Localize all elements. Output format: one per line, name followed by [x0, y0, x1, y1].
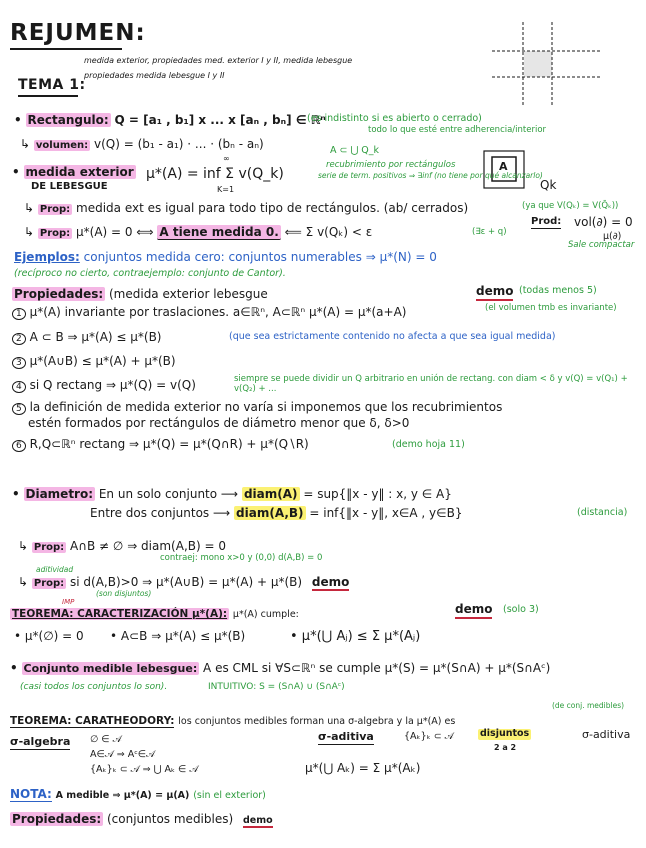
- diam-line2-pre: Entre dos conjuntos ⟶: [90, 506, 231, 520]
- prop-item-5: [12, 401, 502, 415]
- diam-prop2: ↳ Prop: si d(A,B)>0 ⇒ μ*(A∪B) = μ*(A) + μ*(B) demo: [18, 575, 350, 589]
- qk-label: Qk: [540, 178, 557, 192]
- medida-prop1: ↳ Prop: medida ext es igual para todo tipo de rectángulos. (ab/ cerrados): [24, 201, 469, 215]
- prop-text-5: la definición de medida exterior no varía si imponemos que los recubrimientos: [29, 400, 503, 414]
- props-demo-note: (todas menos 5): [519, 285, 597, 296]
- cara-line: [10, 714, 455, 728]
- teorema1-imp: IMP: [62, 598, 75, 606]
- prop-num-2: 2: [12, 333, 26, 345]
- diam-prop2-note-bot: (son disjuntos): [96, 589, 152, 598]
- subtitle-line1: medida exterior, propiedades med. exterior I y II, medida lebesgue: [84, 56, 353, 65]
- props2-label: Propiedades:: [12, 812, 102, 826]
- props2-line: [10, 813, 273, 827]
- diam-prop2-text: si d(A,B)>0 ⇒ μ*(A∪B) = μ*(A) + μ*(B): [70, 575, 303, 589]
- cara-sigma-formula: μ*(⋃ Aₖ) = Σ μ*(Aₖ): [305, 761, 421, 775]
- leb-line: • Conjunto medible lebesgue: A es CML si ∀S⊂ℝⁿ se cumple μ*(S) = μ*(S∩A) + μ*(S∩Aᶜ): [10, 661, 551, 675]
- leb-label: Conjunto medible lebesgue:: [23, 662, 198, 675]
- diam-line1-pre: En un solo conjunto ⟶: [98, 487, 239, 501]
- cara-sigma-aditiva: {Aₖ}ₖ ⊂ 𝒜: [404, 731, 454, 742]
- rect-bullet-line: • Rectangulo: Q = [a₁ , b₁] x ... x [aₙ , bₙ] ∈ ℝⁿ: [14, 113, 326, 127]
- prop-item-4: [12, 379, 196, 393]
- cara-s1: ∅ ∈ 𝒜: [90, 734, 122, 745]
- teorema1-i3: • μ*(⋃ Aⱼ) ≤ Σ μ*(Aⱼ): [290, 629, 421, 644]
- prop-text-4: si Q rectang ⇒ μ*(Q) = v(Q): [29, 378, 196, 392]
- cara-disjuntos2: 2 a 2: [494, 743, 517, 752]
- diam-line2-post: = inf{‖x - y‖, x∈A , y∈B}: [309, 506, 463, 520]
- leb-intuitivo: INTUITIVO: S = (S∩A) ∪ (S∩Aᶜ): [208, 682, 345, 692]
- rect-label: Rectangulo:: [27, 113, 109, 127]
- diam-line1: • Diametro: En un solo conjunto ⟶ diam(A) = sup{‖x - y‖ : x, y ∈ A}: [12, 487, 452, 501]
- teorema1-header: [10, 607, 299, 621]
- prop2-text: μ*(A) = 0 ⟺: [76, 225, 154, 239]
- medida-label2: DE LEBESGUE: [31, 181, 108, 192]
- diam-prop2-demo: demo: [311, 575, 350, 589]
- prop-item4-note: siempre se puede dividir un Q arbitrario en unión de rectang. con diam < δ y v(Q) = v(Q₁) + v(Q₂) + ...: [234, 374, 628, 394]
- nota-text: A medible ⇒ μ*(A) = μ(A): [55, 790, 190, 801]
- diam-prop1-text: A∩B ≠ ∅ ⇒ diam(A,B) = 0: [70, 539, 226, 553]
- prop-item-6: [12, 438, 309, 452]
- prop-num-4: 4: [12, 381, 26, 393]
- diam-label: Diametro:: [25, 487, 94, 501]
- prop-num-5: 5: [12, 403, 26, 415]
- ejemplos-line: [14, 251, 437, 265]
- props-demo: demo: [476, 285, 513, 301]
- prop2-label: Prop:: [39, 228, 71, 239]
- teorema1-demo: demo: [455, 603, 492, 619]
- cara-disjuntos: disjuntos: [480, 728, 530, 739]
- cara-sigma-alg: σ-algebra: [10, 735, 71, 748]
- cara-note-top: (de conj. medibles): [552, 701, 625, 710]
- subtitle-line2: propiedades medida lebesgue I y II: [84, 71, 225, 80]
- nota-note: (sin el exterior): [193, 790, 266, 801]
- medida-bullet: • medida exterior: [12, 165, 134, 179]
- page-title: REJUMEN:: [10, 20, 146, 46]
- prop-num-1: 1: [12, 308, 26, 320]
- cara-s3: {Aₖ}ₖ ⊂ 𝒜 ⇒ ⋃ Aₖ ∈ 𝒜: [90, 764, 199, 775]
- tema1-label: TEMA 1:: [18, 77, 86, 93]
- nota-label: NOTA:: [10, 787, 52, 801]
- prop1-mu: μ(∂): [603, 231, 622, 242]
- prop2-note: (∃ε + q): [472, 227, 507, 237]
- ejemplos-label: Ejemplos:: [14, 250, 80, 264]
- diam-line1-hl: diam(A): [243, 487, 298, 501]
- diam-prop2-label: Prop:: [33, 578, 65, 589]
- note-recub: recubrimiento por rectángulos: [326, 160, 456, 170]
- prop1-text: medida ext es igual para todo tipo de rectángulos. (ab/ cerrados): [76, 201, 469, 215]
- prop-item-2: [12, 331, 162, 345]
- prop-text-2: A ⊂ B ⇒ μ*(A) ≤ μ*(B): [29, 330, 162, 344]
- diam-line2: [90, 507, 462, 521]
- leb-note: (casi todos los conjuntos lo son).: [20, 682, 168, 692]
- diam-prop1-label: Prop:: [33, 542, 65, 553]
- cara-sigma-right: σ-aditiva: [582, 728, 631, 741]
- props2-demo: demo: [243, 815, 273, 826]
- medida-formula: μ*(A) = inf Σ v(Q_k): [146, 166, 284, 182]
- prop1-note: (ya que V(Qₖ) = V(Q̄ₖ)): [522, 201, 619, 211]
- volumen-line: ↳ volumen: v(Q) = (b₁ - a₁) · ... · (bₙ - aₙ): [20, 137, 264, 151]
- medida-sum-top: ∞: [223, 154, 230, 163]
- leb-text: A es CML si ∀S⊂ℝⁿ se cumple μ*(S) = μ*(S∩A) + μ*(S∩Aᶜ): [203, 661, 551, 675]
- props-head: (medida exterior lebesgue: [108, 287, 268, 301]
- diam-line2-hl: diam(A,B): [236, 506, 304, 520]
- diam-prop2-note-top: aditividad: [36, 565, 74, 574]
- prop-item2-note: (que sea estrictamente contenido no afecta a que sea igual medida): [229, 331, 556, 342]
- rect-note: (es indistinto si es abierto o cerrado): [307, 113, 482, 124]
- teorema1-i1: • μ*(∅) = 0: [14, 629, 84, 643]
- prop2-highlight: A tiene medida 0.: [159, 225, 279, 239]
- prop-item-3: [12, 355, 176, 369]
- cover-formula: A ⊂ ⋃ Q_k: [330, 145, 380, 156]
- teorema1-label: TEOREMA: CARACTERIZACIÓN μ*(A):: [12, 608, 228, 620]
- prop-item5-cont: estén formados por rectángulos de diámetro menor que δ, δ>0: [28, 416, 410, 430]
- medida-label: medida exterior: [25, 165, 134, 179]
- ejemplos-text: conjuntos medida cero: conjuntos numerables ⇒ μ*(N) = 0: [83, 250, 437, 264]
- teorema1-demo-note: (solo 3): [503, 604, 539, 615]
- diam-prop1-note: contraej: mono x>0 y (0,0) d(A,B) = 0: [160, 553, 323, 563]
- cara-s2: A∈𝒜 ⇒ Aᶜ∈𝒜: [90, 749, 156, 760]
- prop-text-6: R,Q⊂ℝⁿ rectang ⇒ μ*(Q) = μ*(Q∩R) + μ*(Q∖R): [29, 437, 309, 451]
- prop-text-3: μ*(A∪B) ≤ μ*(A) + μ*(B): [29, 354, 176, 368]
- prop-item-1: [12, 306, 406, 320]
- props-header: [12, 288, 268, 302]
- prop-num-3: 3: [12, 357, 26, 369]
- diam-line1-post: = sup{‖x - y‖ : x, y ∈ A}: [303, 487, 452, 501]
- prop-num-6: 6: [12, 440, 26, 452]
- diam-line2-note: (distancia): [577, 507, 628, 518]
- teorema1-i2: • A⊂B ⇒ μ*(A) ≤ μ*(B): [110, 629, 246, 643]
- prop2-rhs: ⟸ Σ v(Qₖ) < ε: [284, 225, 373, 239]
- nota-line: [10, 788, 266, 802]
- medida-prop2: ↳ Prop: μ*(A) = 0 ⟺ A tiene medida 0. ⟸ Σ v(Qₖ) < ε: [24, 225, 373, 239]
- prop-item6-note: (demo hoja 11): [392, 439, 465, 450]
- box-label: A: [499, 160, 508, 173]
- props2-text: (conjuntos medibles): [106, 812, 234, 826]
- note-serie: serie de term. positivos ⇒ ∃inf (no tiene por qué alcanzarlo): [318, 171, 543, 180]
- ejemplos-note: (recíproco no cierto, contraejemplo: conjunto de Cantor).: [14, 268, 286, 279]
- medida-sum-bot: K=1: [217, 185, 235, 194]
- volumen-label: volumen:: [35, 140, 89, 151]
- volumen-formula: v(Q) = (b₁ - a₁) · ... · (bₙ - aₙ): [93, 137, 264, 151]
- rect-formula: Q = [a₁ , b₁] x ... x [aₙ , bₙ] ∈ ℝⁿ: [114, 113, 326, 127]
- prop1-vol: vol(∂) = 0: [574, 215, 633, 229]
- cara-sigma-aditiva-lbl: σ-aditiva: [318, 730, 374, 743]
- prop1-note2: Sale compactar: [568, 240, 635, 250]
- prop-item1-note: (el volumen tmb es invariante): [485, 303, 617, 313]
- rect-note2: todo lo que esté entre adherencia/interior: [368, 125, 547, 135]
- diam-prop1: ↳ Prop: A∩B ≠ ∅ ⇒ diam(A,B) = 0: [18, 539, 226, 553]
- prop1-label: Prop:: [39, 204, 71, 215]
- teorema1-head: μ*(A) cumple:: [232, 609, 299, 620]
- cara-label: TEOREMA: CARATHEODORY:: [10, 715, 175, 727]
- prop1-prod: Prod:: [531, 216, 562, 227]
- props-label: Propiedades:: [14, 287, 104, 301]
- cara-text: los conjuntos medibles forman una σ-algebra y la μ*(A) es: [178, 716, 456, 727]
- prop-text-1: μ*(A) invariante por traslaciones. a∈ℝⁿ, A⊂ℝⁿ μ*(A) = μ*(a+A): [29, 305, 407, 319]
